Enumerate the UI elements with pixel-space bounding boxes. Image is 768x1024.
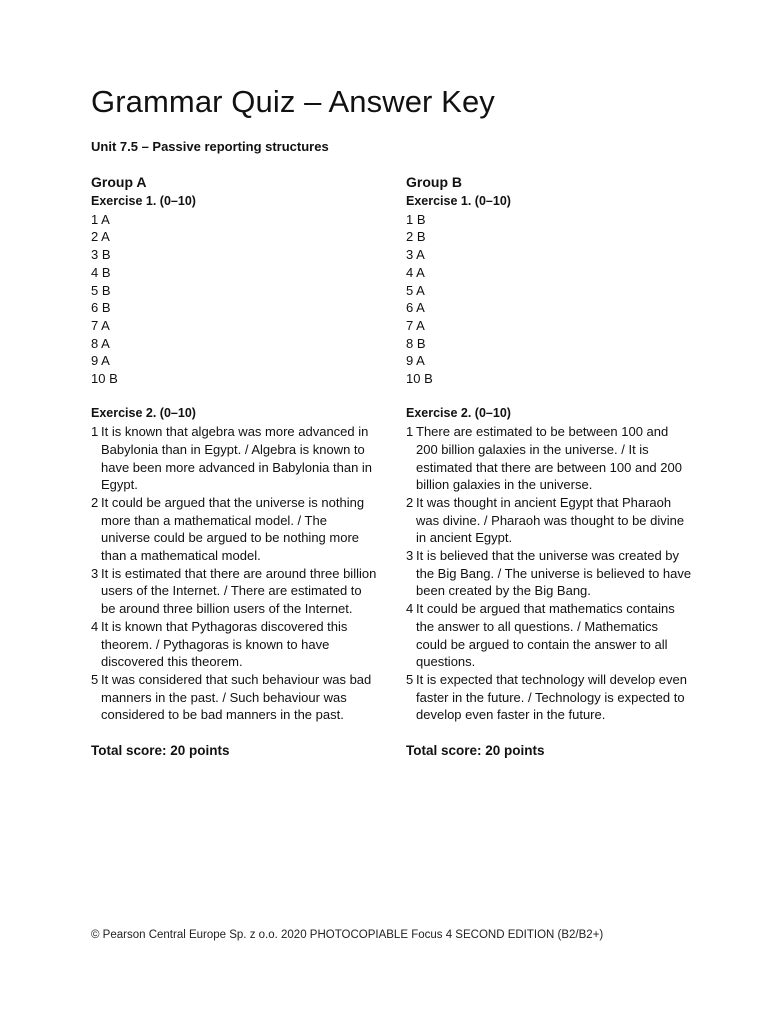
answer-item: 5 A: [406, 282, 425, 298]
answer-item: 6 A: [406, 300, 425, 316]
group-b-exercise1-answers: [406, 211, 696, 388]
item-number: 3: [406, 548, 414, 564]
group-a-heading: Group A: [91, 174, 147, 190]
answer-item: 4 B: [91, 264, 111, 280]
answer-item: 1 A: [91, 211, 110, 227]
exercise2-item: [91, 423, 381, 494]
group-b-total-score: Total score: 20 points: [406, 742, 545, 758]
item-text: It could be argued that the universe is nothing more than a mathematical model. / The universe could be argued to be nothing more than a mathematical model.: [101, 494, 365, 564]
item-number: 2: [406, 494, 414, 510]
item-number: 3: [91, 565, 99, 581]
answer-item: 10 B: [406, 371, 433, 387]
page-title: Grammar Quiz – Answer Key: [91, 84, 495, 119]
item-number: 5: [406, 671, 414, 687]
exercise2-item: [406, 494, 696, 547]
item-number: 2: [91, 494, 99, 510]
exercise2-item: [406, 547, 696, 600]
exercise2-item: [91, 671, 381, 724]
answer-item: 2 A: [91, 229, 110, 245]
exercise2-item: [406, 423, 696, 494]
exercise2-item: [406, 600, 696, 671]
group-a-total-score: Total score: 20 points: [91, 742, 230, 758]
group-b-exercise2-answers: [406, 423, 696, 724]
answer-item: 4 A: [406, 264, 425, 280]
group-b-heading: Group B: [406, 174, 462, 190]
item-text: It is known that Pythagoras discovered this theorem. / Pythagoras is known to have discovered this theorem.: [101, 618, 348, 670]
item-number: 1: [91, 424, 99, 440]
exercise2-item: [406, 671, 696, 724]
answer-item: 7 A: [406, 317, 425, 333]
item-text: It is estimated that there are around three billion users of the Internet. / There are estimated to be around three billion users of the Internet.: [101, 565, 377, 617]
item-number: 4: [406, 601, 414, 617]
item-text: There are estimated to be between 100 and 200 billion galaxies in the universe. / It is estimated that there are between 100 and 200 billion galaxies in the universe.: [416, 424, 682, 493]
group-b-exercise2-heading: Exercise 2. (0–10): [406, 406, 511, 421]
group-b-column: [406, 173, 696, 759]
answer-item: 1 B: [406, 211, 426, 227]
copyright-footer: © Pearson Central Europe Sp. z o.o. 2020 PHOTOCOPIABLE Focus 4 SECOND EDITION (B2/B2+): [91, 929, 604, 941]
answer-item: 9 A: [406, 353, 425, 369]
item-text: It is known that algebra was more advanced in Babylonia than in Egypt. / Algebra is known to have been more advanced in Babylonia than in Egypt.: [101, 424, 373, 493]
answer-item: 2 B: [406, 229, 426, 245]
group-a-exercise1-heading: Exercise 1. (0–10): [91, 194, 196, 208]
answer-item: 7 A: [91, 317, 110, 333]
answer-item: 3 B: [91, 247, 111, 263]
item-number: 5: [91, 671, 99, 687]
item-text: It could be argued that mathematics contains the answer to all questions. / Mathematics could be argued to contain the answer to all questions.: [416, 601, 675, 670]
answer-item: 10 B: [91, 371, 118, 387]
group-a-column: [91, 173, 381, 759]
answer-item: 8 B: [406, 335, 426, 351]
item-text: It is believed that the universe was created by the Big Bang. / The universe is believed to have been created by the Big Bang.: [416, 548, 692, 599]
item-text: It was considered that such behaviour was bad manners in the past. / Such behaviour was considered to be bad manners in the past.: [101, 671, 372, 723]
answer-item: 9 A: [91, 353, 110, 369]
unit-subtitle: Unit 7.5 – Passive reporting structures: [91, 139, 329, 154]
group-a-exercise1-answers: [91, 211, 381, 388]
exercise2-item: [91, 618, 381, 671]
exercise2-item: [91, 565, 381, 618]
item-text: It was thought in ancient Egypt that Pharaoh was divine. / Pharaoh was thought to be divine in ancient Egypt.: [416, 494, 685, 546]
answer-item: 8 A: [91, 335, 110, 351]
exercise2-item: [91, 494, 381, 565]
answer-item: 5 B: [91, 282, 111, 298]
item-number: 4: [91, 618, 99, 634]
answer-item: 3 A: [406, 247, 425, 263]
answer-item: 6 B: [91, 300, 111, 316]
group-b-exercise1-heading: Exercise 1. (0–10): [406, 194, 511, 208]
item-text: It is expected that technology will develop even faster in the future. / Technology is expected to develop even faster in the future.: [416, 671, 688, 723]
group-a-exercise2-heading: Exercise 2. (0–10): [91, 406, 196, 421]
item-number: 1: [406, 424, 414, 440]
group-a-exercise2-answers: [91, 423, 381, 724]
